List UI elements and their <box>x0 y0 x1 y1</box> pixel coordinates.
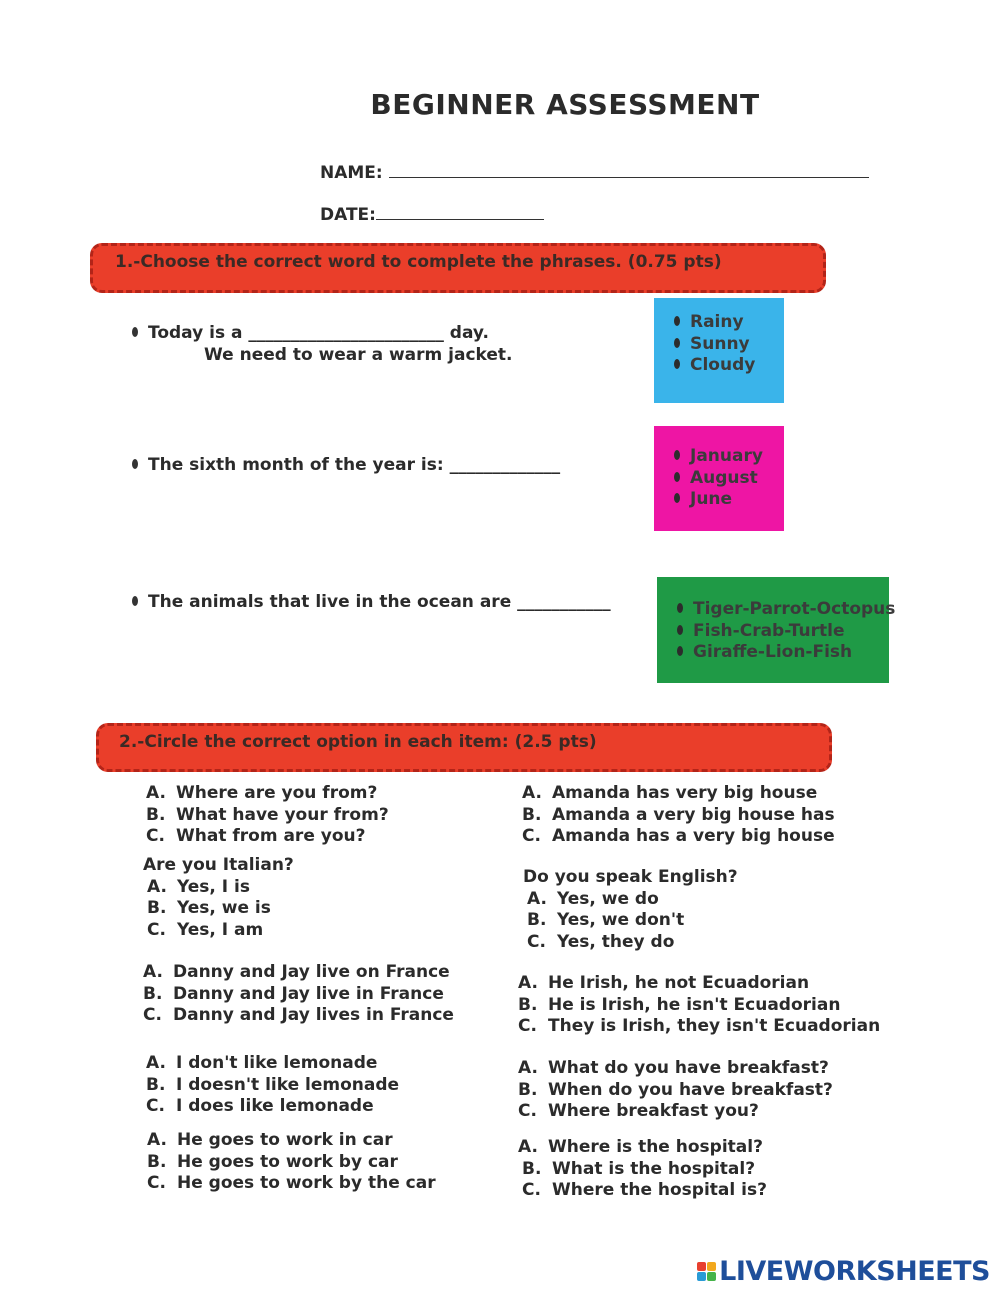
question-3 <box>132 591 611 613</box>
item-1-option-b[interactable]: B. What have your from? <box>146 804 389 825</box>
item-5-option-a[interactable]: A. He goes to work in car <box>147 1130 393 1150</box>
date-label: DATE: <box>320 205 376 225</box>
item-6-option-b[interactable]: B. Amanda a very big house has <box>522 804 835 825</box>
logo-text: LIVEWORKSHEETS <box>719 1256 990 1287</box>
item-9-option-c[interactable]: C. Where breakfast you? <box>518 1101 759 1121</box>
option-tiger-parrot-octopus[interactable]: Tiger-Parrot-Octopus <box>677 599 889 621</box>
item-7-option-c[interactable]: C. Yes, they do <box>527 931 675 952</box>
name-label: NAME: <box>320 163 383 183</box>
bullet-icon <box>674 472 680 482</box>
question-2 <box>132 454 560 476</box>
bullet-icon <box>132 459 138 469</box>
item-4 <box>146 1053 399 1118</box>
option-cloudy[interactable]: Cloudy <box>674 355 784 377</box>
section2-heading: 2.-Circle the correct option in each item: (2.5 pts) <box>119 732 597 752</box>
option-january[interactable]: January <box>674 446 784 468</box>
item-8 <box>518 973 880 1038</box>
section2-banner <box>96 723 832 772</box>
item-10-option-c[interactable]: C. Where the hospital is? <box>522 1180 767 1200</box>
item-6-option-c[interactable]: C. Amanda has a very big house <box>522 826 835 846</box>
bullet-icon <box>674 316 680 326</box>
item-8-option-a[interactable]: A. He Irish, he not Ecuadorian <box>518 973 810 993</box>
item-3-option-c[interactable]: C. Danny and Jay lives in France <box>143 1005 454 1025</box>
item-7-prompt: Do you speak English? <box>523 867 738 887</box>
item-2-prompt: Are you Italian? <box>143 855 294 875</box>
item-2-option-c[interactable]: C. Yes, I am <box>147 919 264 940</box>
item-10-option-a[interactable]: A. Where is the hospital? <box>518 1137 763 1157</box>
bullet-icon <box>677 603 683 613</box>
item-4-option-a[interactable]: A. I don't like lemonade <box>146 1053 378 1073</box>
section1-heading: 1.-Choose the correct word to complete the phrases. (0.75 pts) <box>115 252 722 272</box>
item-3-option-a[interactable]: A. Danny and Jay live on France <box>143 962 450 982</box>
question-1-line1: Today is a _______________________ day. <box>148 323 489 343</box>
liveworksheets-logo <box>697 1256 990 1287</box>
item-3 <box>143 962 454 1027</box>
question-3-options-box <box>657 577 896 683</box>
option-fish-crab-turtle[interactable]: Fish-Crab-Turtle <box>677 621 889 643</box>
item-10 <box>518 1137 767 1202</box>
option-rainy[interactable]: Rainy <box>674 312 784 334</box>
question-1-options-box <box>654 298 784 403</box>
bullet-icon <box>677 646 683 656</box>
item-9 <box>518 1058 833 1123</box>
item-8-option-c[interactable]: C. They is Irish, they isn't Ecuadorian <box>518 1016 881 1036</box>
item-1 <box>146 783 389 848</box>
option-august[interactable]: August <box>674 468 784 490</box>
item-7-option-b[interactable]: B. Yes, we don't <box>527 910 685 930</box>
section1-banner <box>90 243 826 293</box>
bullet-icon <box>677 625 683 635</box>
question-3-line1: The animals that live in the ocean are ___________ <box>148 592 611 612</box>
item-6 <box>522 783 835 848</box>
item-4-option-b[interactable]: B. I doesn't like lemonade <box>146 1074 400 1095</box>
bullet-icon <box>132 327 138 337</box>
bullet-icon <box>674 359 680 369</box>
bullet-icon <box>674 450 680 460</box>
item-8-option-b[interactable]: B. He is Irish, he isn't Ecuadorian <box>518 994 841 1015</box>
item-7-option-a[interactable]: A. Yes, we do <box>527 888 659 909</box>
bullet-icon <box>132 596 138 606</box>
option-sunny[interactable]: Sunny <box>674 334 784 356</box>
question-2-options-box <box>654 426 784 531</box>
bullet-icon <box>674 338 680 348</box>
name-input-line[interactable] <box>389 177 869 178</box>
option-june[interactable]: June <box>674 489 784 511</box>
item-2 <box>143 855 294 941</box>
item-10-option-b[interactable]: B. What is the hospital? <box>522 1158 756 1179</box>
name-field <box>320 163 869 183</box>
page-title: BEGINNER ASSESSMENT <box>370 88 760 121</box>
option-giraffe-lion-fish[interactable]: Giraffe-Lion-Fish <box>677 642 889 664</box>
question-2-line1: The sixth month of the year is: _____________ <box>148 455 561 475</box>
item-7 <box>523 867 738 953</box>
question-1 <box>132 322 513 366</box>
item-9-option-b[interactable]: B. When do you have breakfast? <box>518 1079 833 1100</box>
item-5 <box>147 1130 436 1195</box>
question-1-line2: We need to wear a warm jacket. <box>204 345 513 365</box>
item-9-option-a[interactable]: A. What do you have breakfast? <box>518 1058 829 1078</box>
logo-mark-icon <box>697 1262 716 1281</box>
item-2-option-a[interactable]: A. Yes, I is <box>147 876 250 897</box>
date-field <box>320 205 544 225</box>
item-2-option-b[interactable]: B. Yes, we is <box>147 898 271 918</box>
item-6-option-a[interactable]: A. Amanda has very big house <box>522 783 818 803</box>
date-input-line[interactable] <box>376 219 544 220</box>
item-5-option-c[interactable]: C. He goes to work by the car <box>147 1173 436 1193</box>
item-4-option-c[interactable]: C. I does like lemonade <box>146 1096 374 1116</box>
bullet-icon <box>674 493 680 503</box>
item-3-option-b[interactable]: B. Danny and Jay live in France <box>143 983 444 1004</box>
item-1-option-a[interactable]: A. Where are you from? <box>146 783 378 803</box>
item-5-option-b[interactable]: B. He goes to work by car <box>147 1151 398 1172</box>
item-1-option-c[interactable]: C. What from are you? <box>146 826 366 846</box>
